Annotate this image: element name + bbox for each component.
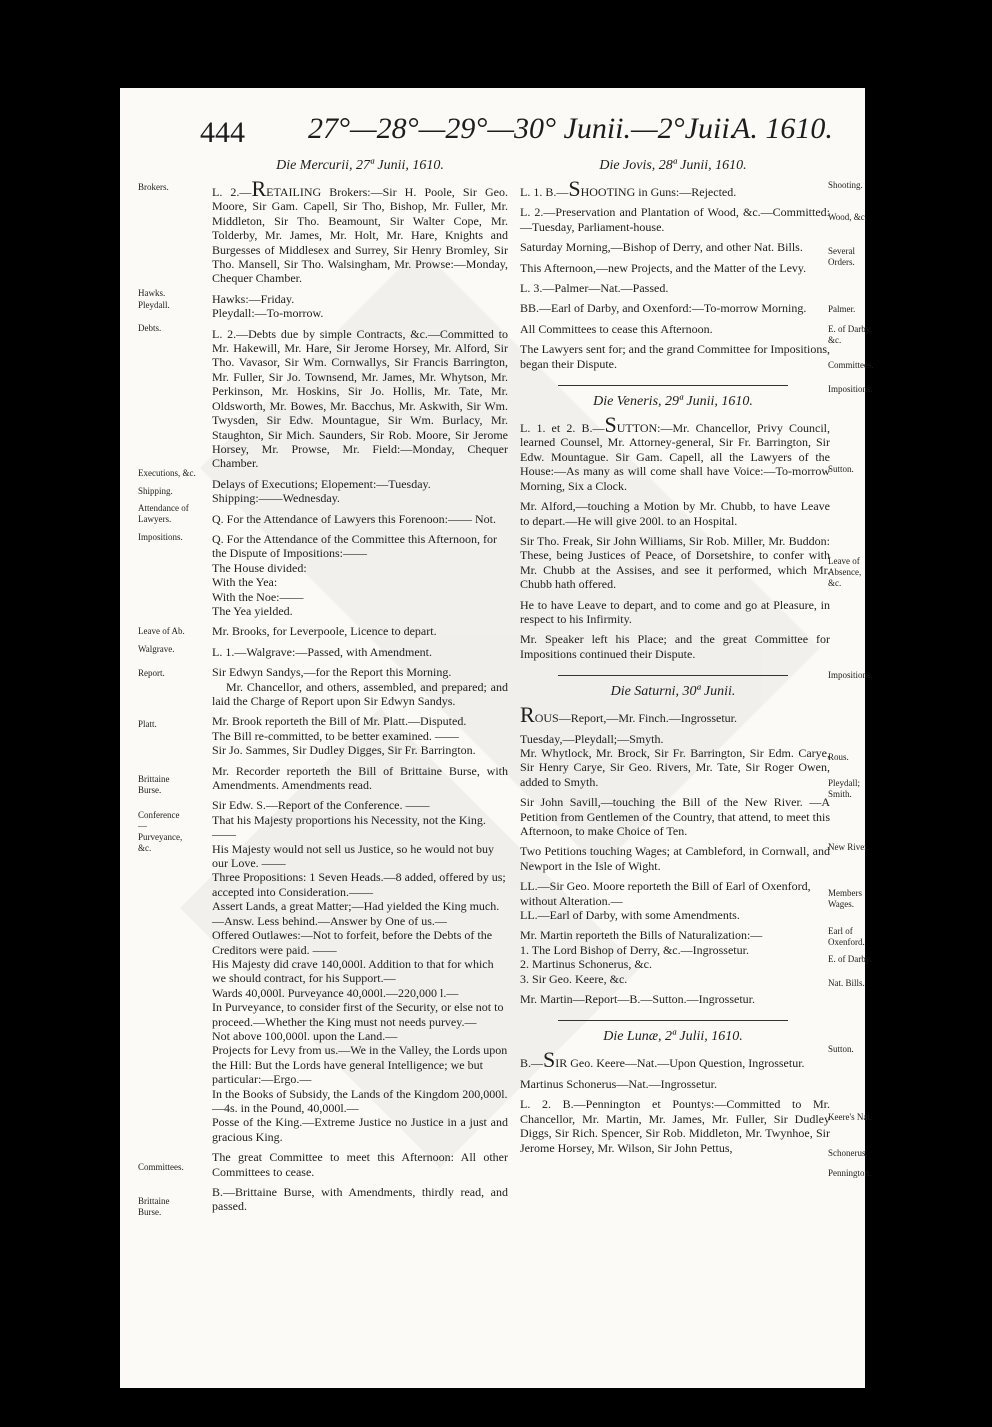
sutton-report: Mr. Martin—Report—B.—Sutton.—Ingrossetur. [520, 992, 755, 1007]
conference-line: Projects for Levy from us.—We in the Valley, the Lords upon the Hill: But the Lords have general Intelligence; we but particular:—Ergo.— [212, 1043, 508, 1087]
wood-entry: L. 2.—Preservation and Plantation of Wood, &c.—Committed:—Tuesday, Parliament-house. [520, 205, 830, 234]
day-heading: Die Veneris, 29ª Junii, 1610. [593, 394, 753, 410]
margin-note: Pleydall; Smith. [828, 778, 860, 799]
conference-line: Posse of the King.—Extreme Justice no Justice in a just and gracious King. [212, 1115, 508, 1144]
wages-entry: Two Petitions touching Wages; at Cambleford, in Cornwall, and Newport in the Isle of Wight. [520, 844, 830, 873]
impositions-line: The Yea yielded. [212, 603, 293, 618]
day-heading: Die Saturni, 30ª Junii. [610, 684, 736, 700]
margin-note: Platt. [138, 719, 157, 729]
lawyers-entry: The Lawyers sent for; and the grand Committee for Impositions, began their Dispute. [520, 342, 830, 371]
margin-note: Executions, &c. [138, 468, 196, 478]
report-entry: Sir Edwyn Sandys,—for the Report this Morning. [212, 665, 452, 680]
margin-note: Impositions. [828, 384, 873, 394]
conference-line: That his Majesty proportions his Necessity, not the King. —— [212, 812, 486, 842]
river-entry: Sir John Savill,—touching the Bill of the New River. —A Petition from Gentlemen of the Country, that attend, to meet this Afternoon, to make Choice of Ten. [520, 795, 830, 838]
report-line: Mr. Chancellor, and others, assembled, and prepared; and laid the Charge of Report upon Sir Edwyn Sandys. [212, 679, 508, 708]
committees-entry: All Committees to cease this Afternoon. [520, 321, 713, 336]
conference-line: Three Propositions: 1 Seven Heads.—8 added, offered by us; accepted into Consideration.—— [212, 870, 506, 899]
margin-note: Committees. [138, 1162, 184, 1172]
margin-note: Schonerus. [828, 1148, 868, 1158]
platt-entry: Mr. Brook reporteth the Bill of Mr. Platt.—Disputed. [212, 714, 467, 729]
margin-note: Committees. [828, 360, 874, 370]
brokers-entry: L. 2.—RETAILING Brokers:—Sir H. Poole, Sir Geo. Moore, Sir Gam. Capell, Sir Tho, Bishop, Mr. Fuller, Mr. Middleton, Sir Tho. Beamount, Sir Walter Cope, Mr. Tolderby, Mr. James, Mr. Holt, Mr. Hare, Knights and Burgesses of Middlesex and Surrey, Sir Henry Bromley, Sir Tho. Mansell, Sir Tho. Walsingham, Mr. Prowse:—Monday, Chequer Chamber. [212, 176, 508, 286]
margin-note: Brokers. [138, 182, 169, 192]
header-dates: 27°—28°—29°—30° Junii.—2°Juii. [308, 112, 738, 145]
pleydall-entry: Pleydall:—To-morrow. [212, 306, 324, 321]
conference-line: In the Books of Subsidy, the Lands of the Kingdom 200,000l.—4s. in the Pound, 40,000l.— [212, 1086, 508, 1115]
leave-entry: He to have Leave to depart, and to come and go at Pleasure, in respect to his Infirmity. [520, 597, 830, 626]
conference-line: Wards 40,000l. Purveyance 40,000l.—220,000 l.— [212, 985, 459, 1000]
margin-note: Pennington. [828, 1168, 872, 1178]
section-divider [558, 675, 788, 676]
alford-entry: Mr. Alford,—touching a Motion by Mr. Chubb, to have Leave to depart.—He will give 200l. to an Hospital. [520, 499, 830, 528]
page-header [120, 106, 865, 156]
right-column [520, 158, 830, 1161]
darby-line: LL.—Earl of Darby, with some Amendments. [520, 908, 740, 923]
margin-note: Report. [138, 668, 165, 678]
burse-entry: B.—Brittaine Burse, with Amendments, thirdly read, and passed. [212, 1185, 508, 1214]
margin-note: Hawks. [138, 288, 166, 298]
pennington-entry: L. 2. B.—Pennington et Pountys:—Committed to Mr. Chancellor, Mr. Martin, Mr. James, Mr. Fuller, Sir Dudley Diggs, Sir Rich. Spencer, Sir Rob. Middleton, Mr. Twynhoe, Sir Jerome Horsey, Mr. Wilson, Sir John Pettus, [520, 1097, 830, 1155]
margin-note: Rous. [828, 752, 849, 762]
executions-entry: Delays of Executions; Elopement:—Tuesday. [212, 476, 431, 491]
margin-note: Impositions. [828, 670, 873, 680]
day-heading: Die Mercurii, 27ª Junii, 1610. [276, 158, 444, 173]
speaker-entry: Mr. Speaker left his Place; and the great Committee for Impositions continued their Dispute. [520, 632, 830, 661]
margin-note: Palmer. [828, 304, 856, 314]
margin-note: Walgrave. [138, 644, 175, 654]
drop-initial: S [543, 1047, 556, 1073]
header-year: A. 1610. [732, 112, 833, 145]
margin-note: Leave of Absence, &c. [828, 556, 862, 588]
drop-initial: S [568, 176, 581, 201]
margin-note: Brittaine Burse. [138, 1196, 170, 1217]
document-page [120, 88, 874, 1388]
margin-note: Conference— Purveyance, &c. [138, 810, 183, 853]
shipping-entry: Shipping:——Wednesday. [212, 491, 340, 506]
walgrave-entry: L. 1.—Walgrave:—Passed, with Amendment. [212, 644, 432, 659]
impositions-line: With the Noe:—— [212, 589, 304, 604]
margin-note: Attendance of Lawyers. [138, 503, 189, 524]
left-column [212, 158, 508, 1220]
margin-note: Nat. Bills. [828, 978, 865, 988]
day-heading: Die Jovis, 28ª Junii, 1610. [599, 158, 747, 173]
section-divider [558, 1020, 788, 1021]
shooting-entry: L. 1. B.—SHOOTING in Guns:—Rejected. [520, 176, 737, 201]
impositions-entry: Q. For the Attendance of the Committee this Afternoon, for the Dispute of Impositions:—— [212, 531, 497, 561]
leave-entry: Mr. Brooks, for Leverpoole, Licence to depart. [212, 624, 437, 639]
pleydall-line: Mr. Whytlock, Mr. Brock, Sir Fr. Barrington, Sir Edm. Carye, Sir Henry Carye, Sir Geo. Rivers, Mr. Tate, Sir Roger Owen, added to Smyth. [520, 745, 830, 789]
afternoon-entry: This Afternoon,—new Projects, and the Matter of the Levy. [520, 260, 807, 275]
margin-note: Keere's Nat. [828, 1112, 873, 1122]
freak-entry: Sir Tho. Freak, Sir John Williams, Sir Rob. Miller, Mr. Buddon: These, being Justices of Peace, of Dorsetshire, to confer with Mr. Chubb at the Assises, and see it performed, which Mr. Chubb hath offered. [520, 533, 830, 592]
lawyers-entry: Q. For the Attendance of Lawyers this Forenoon:—— Not. [212, 511, 496, 526]
margin-note: E. of Darby. [828, 954, 872, 964]
schonerus-entry: Martinus Schonerus—Nat.—Ingrossetur. [520, 1076, 717, 1091]
conference-line: Assert Lands, a great Matter;—Had yielded the King much.—Answ. Less behind.—Answer by One of us.— [212, 899, 500, 928]
brittaine-entry: Mr. Recorder reporteth the Bill of Brittaine Burse, with Amendments. Amendments read. [212, 763, 508, 793]
margin-note: Impositions. [138, 532, 183, 542]
platt-line: Sir Jo. Sammes, Sir Dudley Digges, Sir Fr. Barrington. [212, 743, 476, 758]
conference-line: Not above 100,000l. upon the Land.— [212, 1028, 398, 1043]
margin-note: Pleydall. [138, 300, 170, 310]
oxenford-entry: LL.—Sir Geo. Moore reporteth the Bill of Earl of Oxenford, without Alteration.— [520, 879, 811, 908]
conference-line: His Majesty did crave 140,000l. Addition to that for which we should contract, for his Support.— [212, 956, 494, 986]
platt-line: The Bill re-committed, to be better examined. —— [212, 728, 459, 743]
margin-note: Leave of Ab. [138, 626, 185, 636]
pleydall-entry: Tuesday,—Pleydall;—Smyth. [520, 731, 664, 746]
conference-line: Sir Edw. S.—Report of the Conference. —— [212, 798, 430, 813]
margin-note: Debts. [138, 323, 162, 333]
margin-note: E. of Darby, &c. [828, 324, 872, 345]
margin-note: Earl of Oxenford. [828, 926, 865, 947]
margin-note: New River. [828, 842, 869, 852]
margin-note: Shipping. [138, 486, 173, 496]
committees-entry: The great Committee to meet this Afternoon: All other Committees to cease. [212, 1150, 508, 1179]
nat-line: 1. The Lord Bishop of Derry, &c.—Ingrossetur. [520, 942, 749, 957]
debts-entry: L. 2.—Debts due by simple Contracts, &c.—Committed to Mr. Hakewill, Mr. Hare, Sir Jerome Horsey, Mr. Alford, Sir Tho. Vavasor, Sir Wm. Cornwallys, Sir Francis Barrington, Mr. Fuller, Sir Jo. Townsend, Mr. James, Mr. Whytson, Mr. Perkinson, Mr. Hoskins, Sir Jo. Hollis, Mr. Tate, Mr. Oldsworth, Mr. Bowes, Mr. Bacchus, Mr. Askwith, Sir Wm. Twysden, Sir Edw. Mountague, Sir Wm. Burlacy, Mr. Staughton, Sir Mich. Saunders, Sir Rob. Moore, Sir Jerome Horsey, Mr. Prowse, Mr. Field:—Monday, Chequer Chamber. [212, 326, 508, 471]
hawks-entry: Hawks:—Friday. [212, 291, 295, 306]
margin-note: Several Orders. [828, 246, 855, 267]
conference-line: Offered Outlawes:—Not to forfeit, before the Debts of the Creditors were paid. —— [212, 928, 493, 957]
nat-line: 3. Sir Geo. Keere, &c. [520, 971, 628, 986]
margin-note: Sutton. [828, 1044, 854, 1054]
drop-initial: R [520, 702, 535, 728]
impositions-line: The House divided: [212, 560, 307, 575]
rous-entry: ROUS—Report,—Mr. Finch.—Ingrossetur. [520, 702, 738, 728]
darby-entry: BB.—Earl of Darby, and Oxenford:—To-morrow Morning. [520, 301, 807, 316]
drop-initial: R [251, 176, 267, 201]
margin-note: Wood, &c. [828, 212, 868, 222]
conference-line: His Majesty would not sell us Justice, so he would not buy our Love. —— [212, 841, 494, 871]
margin-note: Members Wages. [828, 888, 862, 909]
page-number: 444 [200, 116, 245, 149]
keere-entry: B.—SIR Geo. Keere—Nat.—Upon Question, Ingrossetur. [520, 1047, 805, 1073]
day-heading: Die Lunæ, 2ª Julii, 1610. [603, 1029, 743, 1045]
drop-initial: S [604, 412, 617, 438]
palmer-entry: L. 3.—Palmer—Nat.—Passed. [520, 281, 669, 296]
nat-entry: Mr. Martin reporteth the Bills of Naturalization:— [520, 928, 763, 943]
sutton-entry: L. 1. et 2. B.—SUTTON:—Mr. Chancellor, Privy Council, learned Counsel, Mr. Attorney-general, Sir Fr. Barrington, Sir Edw. Mountague. Sir Gam. Capell, all the Lawyers of the House:—As many as will come shall have Voice:—To-morrow Morning, Six a Clock. [520, 412, 830, 493]
section-divider [558, 385, 788, 386]
margin-note: Shooting. [828, 180, 863, 190]
margin-note: Brittaine Burse. [138, 774, 170, 795]
nat-line: 2. Martinus Schonerus, &c. [520, 957, 652, 972]
impositions-line: With the Yea: [212, 575, 278, 590]
margin-note: Sutton. [828, 464, 854, 474]
conference-line: In Purveyance, to consider first of the Security, or else not to proceed.—Whether the King must not needs purvey.— [212, 1000, 504, 1029]
saturday-entry: Saturday Morning,—Bishop of Derry, and other Nat. Bills. [520, 240, 803, 255]
